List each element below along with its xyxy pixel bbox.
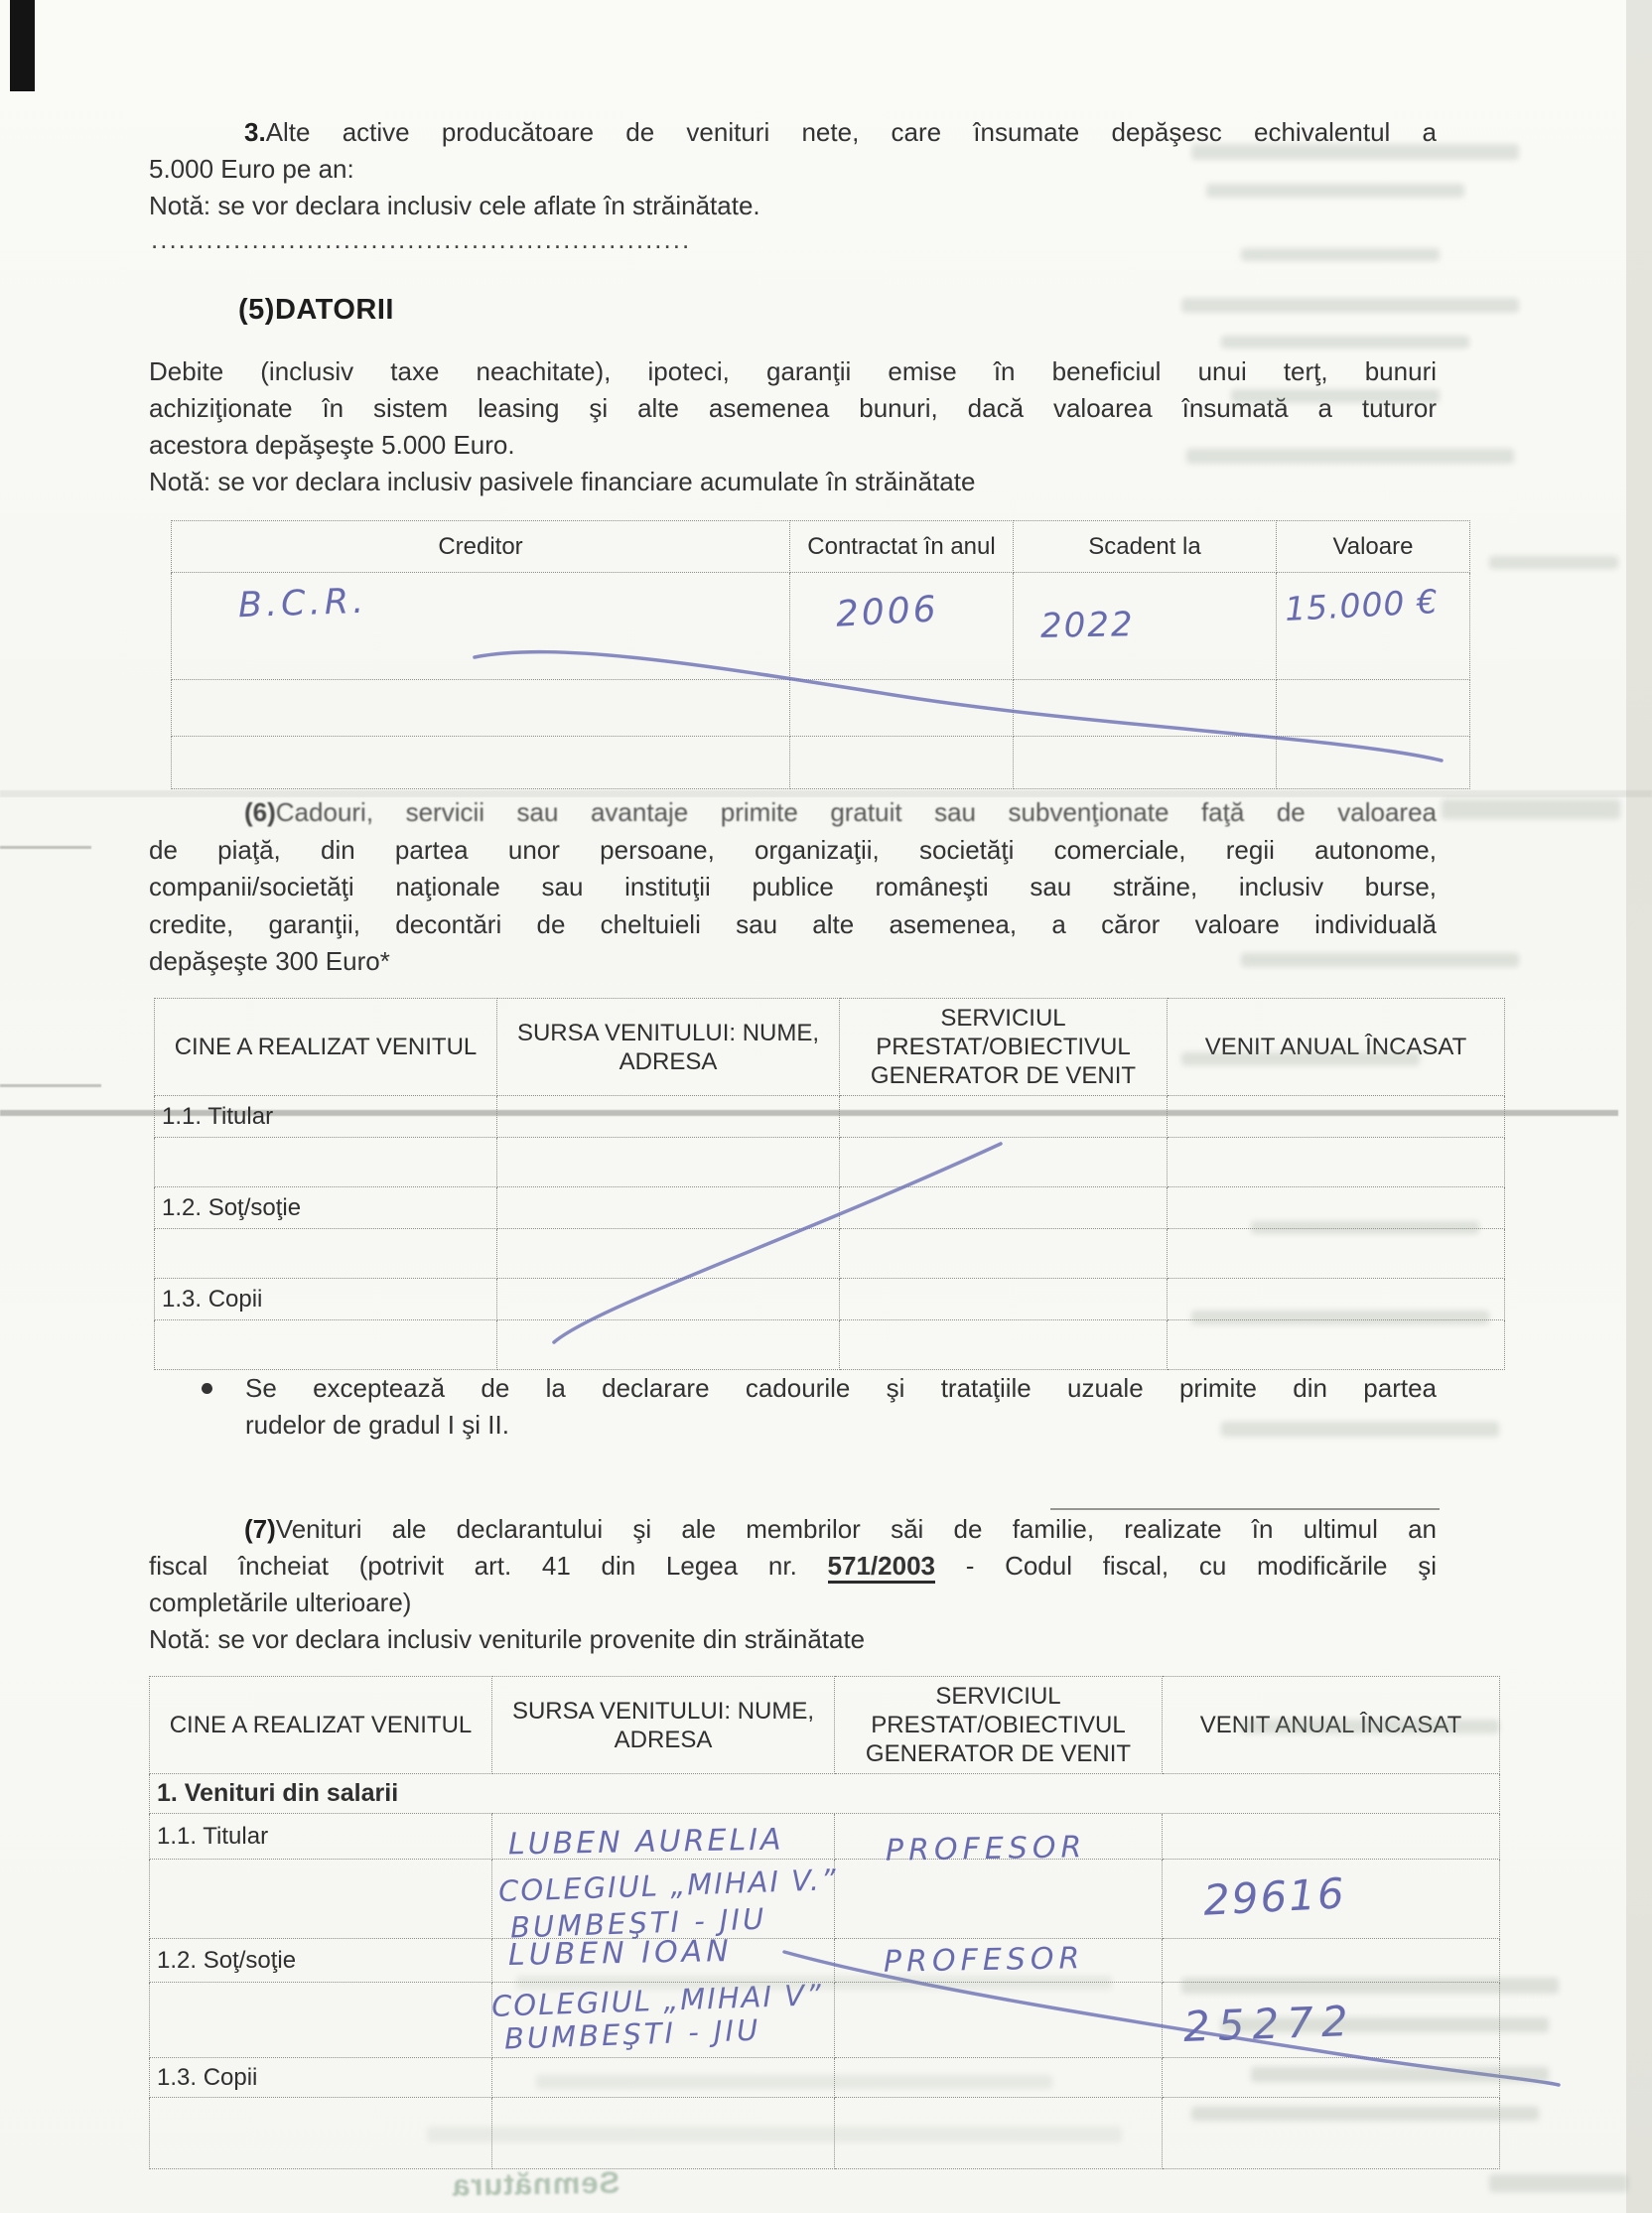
handwriting-spouse-city: BUMBEŞTI - JIU <box>503 2012 761 2056</box>
bleed-through-smudge <box>1251 1221 1479 1234</box>
bleed-through-smudge <box>1191 1311 1489 1324</box>
bleed-through-smudge <box>1241 248 1440 261</box>
income-header-income: VENIT ANUAL ÎNCASAT <box>1163 1677 1500 1774</box>
bleed-through-smudge <box>1231 389 1440 403</box>
scan-overline-artifact <box>1050 1508 1440 1510</box>
section5-para-line1: Debite (inclusiv taxe neachitate), ipoteci, garanţii emise în beneficiul unui terţ, bunuri <box>149 356 1437 386</box>
section5-para-line2: achiziţionate în sistem leasing şi alte asemenea bunuri, dacă valoarea însumată a tuturor <box>149 393 1437 423</box>
section5-heading: (5)DATORII <box>238 294 394 326</box>
debts-cell <box>790 680 1014 737</box>
debts-cell <box>1014 680 1277 737</box>
debts-table <box>171 520 1470 789</box>
handwriting-year-due: 2022 <box>1039 605 1135 646</box>
gifts-header-service: SERVICIUL PRESTAT/OBIECTIVUL GENERATOR DE VENIT <box>840 999 1168 1096</box>
gifts-cell <box>1168 1138 1505 1187</box>
debts-header-contractat: Contractat în anul <box>790 521 1014 573</box>
gifts-row-titular: 1.1. Titular <box>155 1096 497 1138</box>
gifts-cell <box>840 1138 1168 1187</box>
handwriting-titular-job: PROFESOR <box>885 1830 1087 1868</box>
section6-line5: depăşeşte 300 Euro* <box>149 946 390 976</box>
handwriting-spouse-name: LUBEN IOAN <box>507 1934 733 1973</box>
section3-note: Notă: se vor declara inclusiv cele aflate în străinătate. <box>149 191 760 220</box>
debts-cell <box>172 680 790 737</box>
bleed-through-smudge <box>427 2127 1122 2143</box>
handwriting-titular-income: 29616 <box>1201 1868 1347 1925</box>
handwriting-titular-city: BUMBEŞTI - JIU <box>509 1901 767 1945</box>
handwriting-titular-org: COLEGIUL „MIHAI V.” <box>497 1863 839 1908</box>
bleed-through-smudge <box>1181 298 1519 313</box>
section3-line1-text: Alte active producătoare de venituri nete, care însumate depăşesc echivalentul a <box>265 117 1437 147</box>
gifts-cell <box>497 1138 840 1187</box>
income-cell <box>835 1983 1163 2058</box>
gifts-cell <box>497 1320 840 1370</box>
section6-line1-text: Cadouri, servicii sau avantaje primite gratuit sau subvenţionate faţă de valoarea <box>275 797 1437 827</box>
income-cell <box>835 1860 1163 1939</box>
debts-header-scadent: Scadent la <box>1014 521 1277 573</box>
gifts-header-who: CINE A REALIZAT VENITUL <box>155 999 497 1096</box>
section3-number: 3. <box>244 117 266 147</box>
debts-cell <box>1277 680 1470 737</box>
gifts-cell <box>840 1320 1168 1370</box>
bleed-through-smudge <box>1186 449 1514 464</box>
bleed-through-smudge <box>1191 2107 1539 2121</box>
gifts-cell <box>1168 1229 1505 1279</box>
income-row-children: 1.3. Copii <box>150 2058 492 2098</box>
bleed-through-smudge <box>1191 144 1519 160</box>
gifts-header-source: SURSA VENITULUI: NUME, ADRESA <box>497 999 840 1096</box>
section7-number: (7) <box>244 1514 276 1544</box>
section6-line2: de piaţă, din partea unor persoane, organizaţii, societăţi comerciale, regii autonome, <box>149 835 1437 865</box>
income-row-titular: 1.1. Titular <box>150 1814 492 1860</box>
bleed-through-smudge <box>1181 1978 1559 1994</box>
bleed-through-smudge <box>1241 1720 1499 1733</box>
scan-margin-dash <box>0 846 91 849</box>
handwriting-spouse-job: PROFESOR <box>883 1941 1085 1980</box>
section7-line3: completările ulterioare) <box>149 1588 412 1617</box>
debts-cell <box>790 737 1014 789</box>
debts-header-creditor: Creditor <box>172 521 790 573</box>
scan-corner-mark <box>10 0 35 91</box>
gifts-cell <box>497 1279 840 1320</box>
gifts-cell <box>155 1138 497 1187</box>
bleed-through-smudge <box>1489 2174 1628 2192</box>
bleed-through-smudge <box>1221 2017 1549 2032</box>
income-table <box>149 1676 1500 2169</box>
debts-cell <box>1014 737 1277 789</box>
bleed-through-smudge <box>536 2075 1052 2089</box>
gifts-cell <box>155 1320 497 1370</box>
income-header-source: SURSA VENITULUI: NUME, ADRESA <box>492 1677 835 1774</box>
income-cell <box>1163 1939 1500 1983</box>
gifts-header-income: VENIT ANUAL ÎNCASAT <box>1168 999 1505 1096</box>
gifts-cell <box>840 1187 1168 1229</box>
gifts-cell <box>155 1229 497 1279</box>
section6-line1 <box>149 794 1437 831</box>
gifts-cell <box>1168 1320 1505 1370</box>
income-header-who: CINE A REALIZAT VENITUL <box>150 1677 492 1774</box>
gifts-cell <box>1168 1096 1505 1138</box>
gifts-row-spouse: 1.2. Soţ/soţie <box>155 1187 497 1229</box>
debts-cell <box>1277 737 1470 789</box>
bleed-through-smudge <box>1181 1052 1420 1065</box>
section7-line1 <box>149 1511 1437 1548</box>
handwriting-creditor: B.C.R. <box>237 581 368 626</box>
bleed-through-smudge <box>1206 184 1464 198</box>
handwriting-titular-name: LUBEN AURELIA <box>507 1822 784 1863</box>
bleed-through-smudge <box>1241 953 1519 967</box>
bleed-through-smudge <box>1221 336 1469 348</box>
exception-line2: rudelor de gradul I şi II. <box>245 1410 509 1440</box>
bleed-through-smudge <box>1251 2067 1549 2082</box>
income-header-service: SERVICIUL PRESTAT/OBIECTIVUL GENERATOR DE VENIT <box>835 1677 1163 1774</box>
gifts-cell <box>840 1229 1168 1279</box>
debts-cell <box>172 737 790 789</box>
bleed-through-smudge <box>516 1976 1112 1990</box>
scan-margin-dash <box>0 1084 101 1087</box>
income-cell <box>150 1860 492 1939</box>
bleed-through-smudge <box>1221 1422 1499 1437</box>
exception-line1: Se exceptează de la declarare cadourile şi trataţiile uzuale primite din partea <box>245 1373 1437 1403</box>
income-cell <box>150 1983 492 2058</box>
handwriting-spouse-org: COLEGIUL „MIHAI V” <box>490 1978 824 2023</box>
section3-line2: 5.000 Euro pe an: <box>149 154 354 184</box>
signature-bleed-text: Semnătura <box>451 2164 620 2203</box>
gifts-cell <box>840 1096 1168 1138</box>
bleed-through-smudge <box>1489 556 1618 569</box>
section6-number: (6) <box>244 797 276 827</box>
bullet-dot <box>202 1383 212 1394</box>
bleed-through-smudge <box>1442 799 1620 819</box>
handwriting-spouse-income: 25272 <box>1182 1996 1357 2052</box>
gifts-cell <box>840 1279 1168 1320</box>
debts-header-valoare: Valoare <box>1277 521 1470 573</box>
section6-line3: companii/societăţi naţionale sau instituţii publice româneşti sau străine, inclusiv burse, <box>149 872 1437 901</box>
gifts-cell <box>497 1187 840 1229</box>
section7-line2-pre: fiscal încheiat (potrivit art. 41 din Legea nr. <box>149 1551 828 1581</box>
law-reference: 571/2003 <box>828 1551 935 1584</box>
gifts-cell <box>497 1096 840 1138</box>
section6-line4: credite, garanţii, decontări de cheltuieli sau alte asemenea, a căror valoare individuală <box>149 909 1437 939</box>
section7-line1-text: Venituri ale declarantului şi ale membrilor săi de familie, realizate în ultimul an <box>275 1514 1437 1544</box>
section7-note: Notă: se vor declara inclusiv veniturile provenite din străinătate <box>149 1624 866 1654</box>
dotted-fill-line: ........................................................... <box>151 224 692 254</box>
gifts-row-children: 1.3. Copii <box>155 1279 497 1320</box>
section5-note: Notă: se vor declara inclusiv pasivele financiare acumulate în străinătate <box>149 467 976 496</box>
section7-line2-post: - Codul fiscal, cu modificările şi <box>935 1551 1437 1581</box>
income-category-salaries: 1. Venituri din salarii <box>150 1774 1500 1814</box>
handwriting-year-contracted: 2006 <box>834 589 940 635</box>
income-cell <box>1163 1814 1500 1860</box>
gifts-cell <box>497 1229 840 1279</box>
section7-line2 <box>149 1548 1437 1585</box>
income-row-spouse: 1.2. Soţ/soţie <box>150 1939 492 1983</box>
scan-edge-shadow <box>1626 0 1652 2213</box>
handwriting-value: 15.000 € <box>1284 581 1440 629</box>
section5-para-line3: acestora depăşeşte 5.000 Euro. <box>149 430 515 460</box>
